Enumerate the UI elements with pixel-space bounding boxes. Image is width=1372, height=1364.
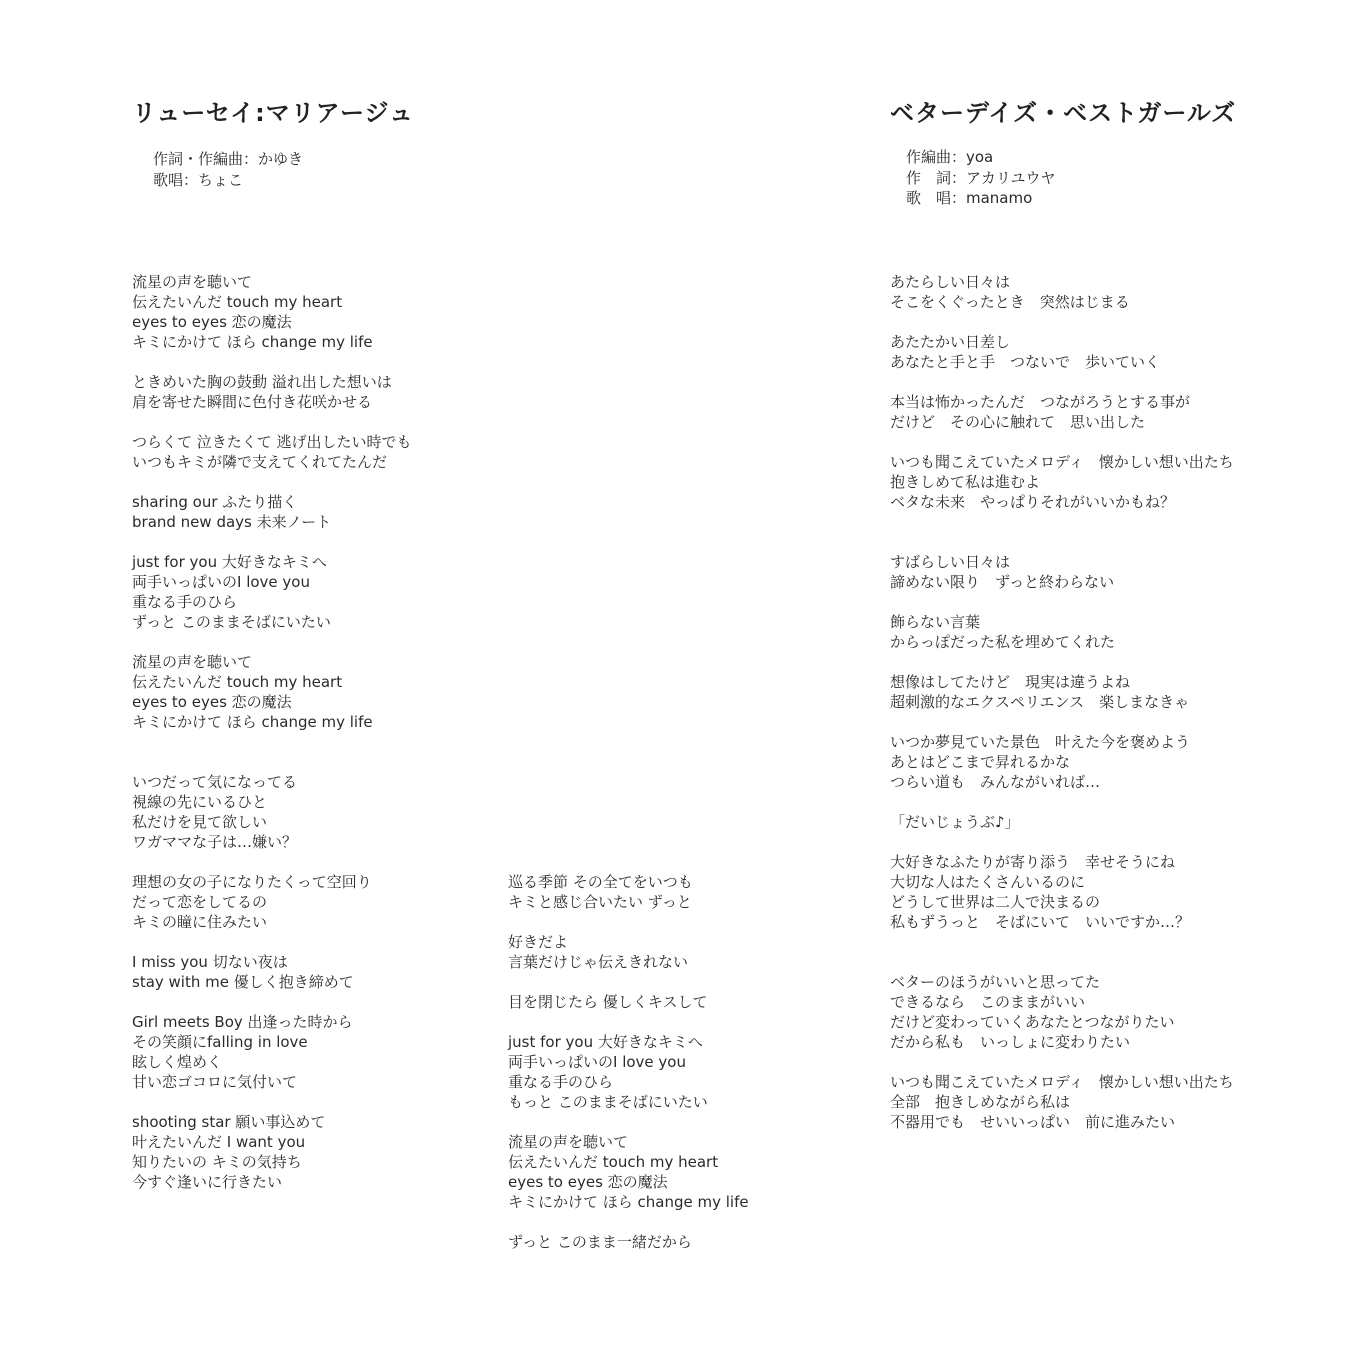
song-title-ryusei-mariage: リューセイ:マリアージュ (132, 99, 414, 127)
lyric-line: いつも聞こえていたメロディ 懐かしい想い出たち (890, 1073, 1234, 1091)
lyric-line: 私もずうっと そばにいて いいですか…？ (890, 913, 1191, 931)
lyric-line: 本当は怖かったんだ つながろうとする事が (890, 393, 1191, 411)
lyric-stanza (132, 772, 412, 852)
song1-credit-vocal: 歌唱：ちょこ (153, 170, 244, 189)
lyric-stanza (890, 812, 1234, 832)
lyric-stanza (508, 872, 749, 912)
lyric-stanza (132, 1112, 412, 1192)
song-title-better-days-best-girls: ベターデイズ・ベストガールズ (890, 99, 1237, 127)
lyric-line: いつも聞こえていたメロディ 懐かしい想い出たち (890, 453, 1234, 471)
lyric-line: 超刺激的なエクスペリエンス 楽しまなきゃ (890, 693, 1190, 711)
lyric-line: だって恋をしてるの (132, 893, 268, 911)
lyric-stanza (890, 672, 1234, 712)
lyric-line: 抱きしめて私は進むよ (890, 473, 1041, 491)
lyric-line: 両手いっぱいのI love you (132, 573, 310, 591)
song2-credit-lyricist: 作 詞：アカリユウヤ (906, 168, 1056, 187)
lyric-stanza (132, 1012, 412, 1092)
lyric-line: 重なる手のひら (508, 1073, 614, 1091)
lyric-line: 目を閉じたら 優しくキスして (508, 993, 708, 1011)
lyric-line: できるなら このままがいい (890, 993, 1086, 1011)
lyric-line: 巡る季節 その全てをいつも (508, 873, 693, 891)
lyric-line: その笑顔にfalling in love (132, 1033, 308, 1051)
lyric-stanza (508, 932, 749, 972)
lyric-stanza (890, 1072, 1234, 1132)
lyric-line: つらい道も みんながいれば… (890, 773, 1101, 791)
lyric-stanza (132, 552, 412, 632)
lyric-line: 「だいじょうぶ♪」 (890, 813, 1020, 831)
song1-credits (153, 149, 303, 190)
lyric-line: 流星の声を聴いて (132, 653, 253, 671)
lyric-line: 知りたいの キミの気持ち (132, 1153, 302, 1171)
song1-lyrics-column-1 (132, 272, 412, 1192)
lyric-line: 伝えたいんだ touch my heart (132, 293, 343, 311)
lyric-line: ずっと このままそばにいたい (132, 613, 331, 631)
lyric-stanza (132, 372, 412, 412)
lyric-stanza (890, 272, 1234, 312)
lyric-line: あとはどこまで昇れるかな (890, 753, 1071, 771)
lyric-stanza (890, 392, 1234, 432)
lyric-line: つらくて 泣きたくて 逃げ出したい時でも (132, 433, 412, 451)
lyric-line: キミにかけて ほら change my life (508, 1193, 749, 1211)
lyric-line: そこをくぐったとき 突然はじまる (890, 293, 1130, 311)
lyric-line: あたらしい日々は (890, 273, 1011, 291)
lyric-line: 諦めない限り ずっと終わらない (890, 573, 1115, 591)
lyric-stanza (890, 612, 1234, 652)
lyric-stanza (132, 432, 412, 472)
lyric-line: いつだって気になってる (132, 773, 298, 791)
lyric-stanza (132, 492, 412, 532)
lyric-line: 甘い恋ゴコロに気付いて (132, 1073, 298, 1091)
song2-lyrics-column (890, 272, 1234, 1132)
song1-lyrics-column-2 (508, 872, 749, 1252)
lyric-line: からっぽだった私を埋めてくれた (890, 633, 1116, 651)
lyric-line: just for you 大好きなキミへ (132, 553, 327, 571)
lyric-stanza (508, 1032, 749, 1112)
lyric-line: 大好きなふたりが寄り添う 幸せそうにね (890, 853, 1176, 871)
lyric-line: 叶えたいんだ I want you (132, 1133, 306, 1151)
lyric-line: いつもキミが隣で支えてくれてたんだ (132, 453, 388, 471)
lyric-stanza (132, 952, 412, 992)
lyric-stanza (132, 652, 412, 732)
lyric-line: 両手いっぱいのI love you (508, 1053, 686, 1071)
lyric-line: 流星の声を聴いて (132, 273, 253, 291)
lyric-stanza (890, 732, 1234, 792)
lyric-stanza (132, 272, 412, 352)
lyric-stanza (132, 872, 412, 932)
lyric-stanza (890, 552, 1234, 592)
lyric-line: 大切な人はたくさんいるのに (890, 873, 1086, 891)
song2-credits (906, 147, 1056, 209)
lyric-line: eyes to eyes 恋の魔法 (508, 1173, 668, 1191)
song2-credit-arranger: 作編曲：yoa (906, 148, 994, 166)
lyric-line: 今すぐ逢いに行きたい (132, 1173, 283, 1191)
lyric-stanza (890, 972, 1234, 1052)
lyric-line: ベターのほうがいいと思ってた (890, 973, 1101, 991)
lyric-line: いつか夢見ていた景色 叶えた今を褒めよう (890, 733, 1191, 751)
lyric-line: 想像はしてたけど 現実は違うよね (890, 673, 1131, 691)
lyric-line: 重なる手のひら (132, 593, 238, 611)
lyric-line: 私だけを見て欲しい (132, 813, 268, 831)
lyric-line: 流星の声を聴いて (508, 1133, 629, 1151)
lyric-line: すばらしい日々は (890, 553, 1011, 571)
lyric-stanza (890, 852, 1234, 932)
song2-credit-vocal: 歌 唱：manamo (906, 189, 1033, 207)
lyric-line: I miss you 切ない夜は (132, 953, 288, 971)
lyric-line: どうして世界は二人で決まるの (890, 893, 1101, 911)
lyric-line: だけど変わっていくあなたとつながりたい (890, 1013, 1175, 1031)
lyric-line: ずっと このまま一緒だから (508, 1233, 692, 1251)
lyric-stanza (890, 452, 1234, 512)
lyric-line: ワガママな子は…嫌い？ (132, 833, 298, 851)
lyric-line: だけど その心に触れて 思い出した (890, 413, 1146, 431)
lyric-line: キミにかけて ほら change my life (132, 713, 373, 731)
lyric-line: shooting star 願い事込めて (132, 1113, 326, 1131)
lyric-line: 好きだよ (508, 933, 569, 951)
lyric-line: ときめいた胸の鼓動 溢れ出した想いは (132, 373, 392, 391)
lyric-line: 視線の先にいるひと (132, 793, 268, 811)
lyric-line: 言葉だけじゃ伝えきれない (508, 953, 689, 971)
lyric-line: 全部 抱きしめながら私は (890, 1093, 1071, 1111)
lyric-line: brand new days 未来ノート (132, 513, 332, 531)
lyric-line: キミと感じ合いたい ずっと (508, 893, 692, 911)
lyric-line: あたたかい日差し (890, 333, 1011, 351)
lyric-stanza (890, 332, 1234, 372)
lyric-line: 伝えたいんだ touch my heart (132, 673, 343, 691)
lyric-line: あなたと手と手 つないで 歩いていく (890, 353, 1161, 371)
lyric-stanza (508, 1132, 749, 1212)
lyric-line: eyes to eyes 恋の魔法 (132, 693, 292, 711)
lyric-stanza (508, 1232, 749, 1252)
lyric-line: eyes to eyes 恋の魔法 (132, 313, 292, 331)
lyric-line: ベタな未来 やっぱりそれがいいかもね？ (890, 493, 1176, 511)
lyric-line: だから私も いっしょに変わりたい (890, 1033, 1131, 1051)
lyric-line: 飾らない言葉 (890, 613, 981, 631)
lyric-line: sharing our ふたり描く (132, 493, 298, 511)
lyric-line: 肩を寄せた瞬間に色付き花咲かせる (132, 393, 373, 411)
lyric-line: キミにかけて ほら change my life (132, 333, 373, 351)
lyric-line: 不器用でも せいいっぱい 前に進みたい (890, 1113, 1176, 1131)
lyric-stanza (508, 992, 749, 1012)
lyric-line: stay with me 優しく抱き締めて (132, 973, 354, 991)
lyric-line: 理想の女の子になりたくって空回り (132, 873, 372, 891)
lyric-line: キミの瞳に住みたい (132, 913, 268, 931)
song1-credit-composer: 作詞・作編曲：かゆき (153, 150, 304, 168)
lyric-line: just for you 大好きなキミへ (508, 1033, 703, 1051)
lyric-line: もっと このままそばにいたい (508, 1093, 708, 1111)
lyric-line: Girl meets Boy 出逢った時から (132, 1013, 353, 1031)
lyric-line: 眩しく煌めく (132, 1053, 223, 1071)
lyric-line: 伝えたいんだ touch my heart (508, 1153, 719, 1171)
